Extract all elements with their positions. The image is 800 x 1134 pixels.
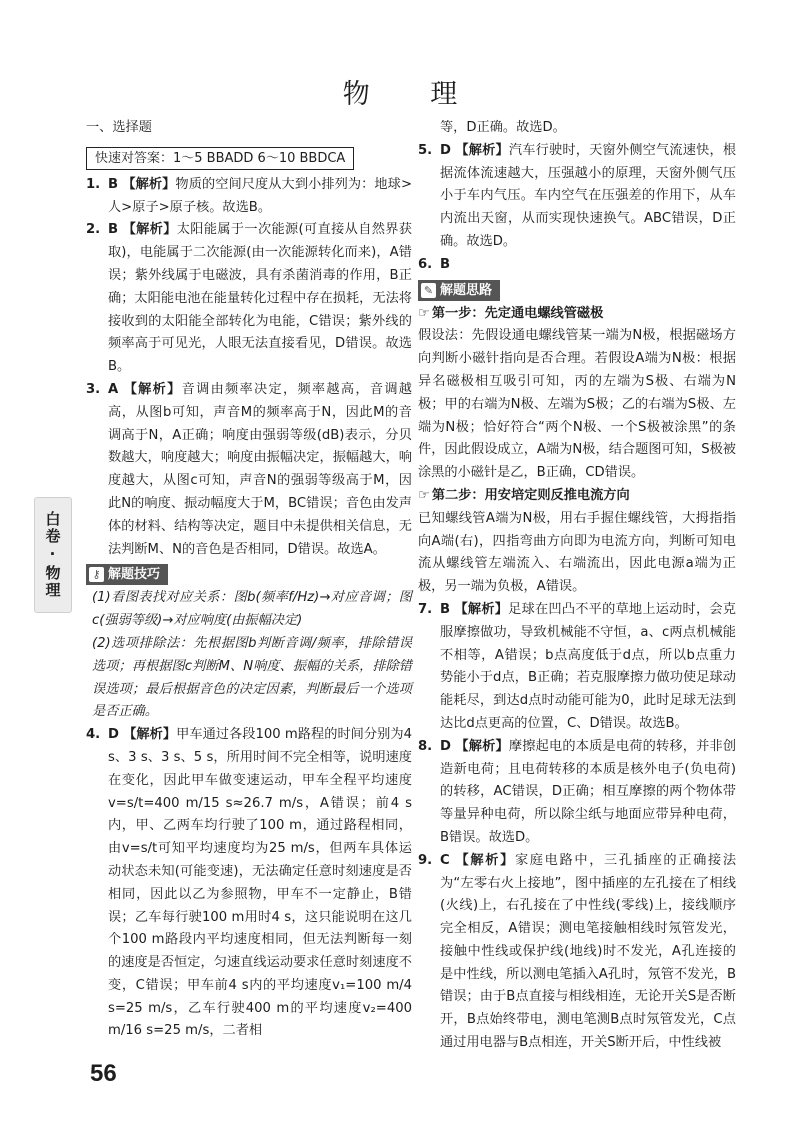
tips-badge-label: 解题技巧 [108,567,161,583]
answer-letter: B [108,222,119,238]
answer-letter: B [440,601,451,617]
answer-item-4 [86,724,412,1043]
step-2-heading [418,485,736,508]
analysis-text: 汽车行驶时，天窗外侧空气流速快，根据流体流速越大，压强越小的原理，天窗外侧气压小于车内气压。车内空气在压强差的作用下，从车内流出天窗，从而实现快速换气。ABC错误，D正确。故选D。 [440,142,737,249]
answer-letter: C [440,852,450,868]
answer-item-2 [86,219,412,379]
quick-answer-box: 快速对答案：1～5 BBADD 6～10 BBDCA [86,147,354,170]
analysis-text: 摩擦起电的本质是电荷的转移，并非创造新电荷；且电荷转移的本质是核外电子(负电荷)的转移，AC错误，D正确；相互摩擦的两个物体带等量异种电荷，所以除尘纸与地面应带异种电荷，B错误。故选D。 [440,738,737,845]
step-1-heading-text: 第一步：先定通电螺线管磁极 [431,305,604,321]
item-number: 8. [418,738,433,754]
analysis-tag: 【解析】 [122,222,177,238]
answer-letter: A [108,381,119,397]
left-column [86,117,412,1043]
answer-item-8 [418,736,736,850]
item-number: 3. [86,381,101,397]
thinking-badge [418,280,500,301]
step-2-heading-text: 第二步：用安培定则反推电流方向 [431,487,630,503]
thinking-badge-label: 解题思路 [440,282,493,298]
analysis-tag: 【解析】 [122,176,176,192]
analysis-text: 甲车通过各段100 m路程的时间分别为4 s、3 s、3 s、5 s，所用时间不完全相等，说明速度在变化，因此甲车做变速运动，甲车全程平均速度v=s/t=400 m/15 s≈26.7 m/s，A错误；前4 s内，甲、乙两车均行驶了100 m，通过路程相同，由v=s/t可知平均速度均为25 m/s，但两车具体运动状态未知(可能变速)，无法确定任意时刻速度是否相同，因此以乙为参照物，甲车不一定静止，B错误；乙车每行驶100 m用时4 s，这只能说明在这几个100 m路段内平均速度相同，但无法判断每一刻的速度是否恒定，匀速直线运动要求任意时刻速度不变，C错误；甲车前4 s内的平均速度v₁=100 m/4 s=25 m/s，乙车行驶400 m的平均速度v₂=400 m/16 s=25 m/s，二者相 [108,727,412,1039]
item-4-continuation: 等，D正确。故选D。 [440,120,566,135]
item-number: 4. [86,727,101,743]
analysis-tag: 【解析】 [455,738,509,754]
section-heading: 一、选择题 [86,120,152,135]
item-number: 1. [86,176,101,192]
pointing-hand-icon: ☞ [418,305,430,321]
answer-item-7 [418,599,736,736]
item-number: 2. [86,222,101,238]
tips-badge [86,564,168,585]
analysis-tag: 【解析】 [123,381,182,397]
item-number: 5. [418,142,433,158]
answer-item-5 [418,140,736,254]
answer-item-6 [418,254,736,277]
side-tab: 白卷·物理 [34,497,72,613]
answer-letter: D [108,727,119,743]
analysis-tag: 【解析】 [454,601,509,617]
analysis-text: 音调由频率决定，频率越高，音调越高，从图b可知，声音M的频率高于N，因此M的音调高于N，A正确；响度由强弱等级(dB)表示，分贝数越大，响度越大；响度由振幅决定，振幅越大，响度越大，从图c可知，声音N的强弱等级高于M，因此N的响度、振动幅度大于M，BC错误；音色由发声体的材料、结构等决定，题目中未提供相关信息，无法判断M、N的音色是否相同，D错误。故选A。 [108,381,412,557]
answer-letter: D [440,738,451,754]
answer-letter: B [108,176,119,192]
step-1-heading [418,303,736,326]
analysis-tag: 【解析】 [123,727,177,743]
right-column [418,117,736,1055]
answer-item-9 [418,850,736,1055]
page-number: 56 [90,1060,117,1087]
answer-letter: D [440,142,451,158]
item-number: 6. [418,256,433,272]
step-1-text: 假设法：先假设通电螺线管某一端为N极，根据磁场方向判断小磁针指向是否合理。若假设A端为N极：根据异名磁极相互吸引可知，丙的左端为S极、右端为N极；甲的右端为N极、左端为S极；乙的右端为S极、左端为N极；恰好符合“两个N极、一个S极被涂黑”的条件，因此假设成立，A端为N极，结合题图可知，S极被涂黑的小磁针是乙，B正确，CD错误。 [418,328,736,481]
step-2-text: 已知螺线管A端为N极，用右手握住螺线管，大拇指指向A端(右)，四指弯曲方向即为电流方向，判断可知电流从螺线管左端流入、右端流出，因此电源a端为正极，另一端为负极，A错误。 [418,510,736,595]
analysis-text: 家庭电路中，三孔插座的正确接法为“左零右火上接地”，图中插座的左孔接在了相线(火线)上，右孔接在了中性线(零线)上，接线顺序完全相反，A错误；测电笔接触相线时氖管发光，接触中性线或保护线(地线)时不发光，A孔连接的是中性线，所以测电笔插入A孔时，氖管不发光，B错误；由于B点直接与相线相连，无论开关S是否断开，B点始终带电，测电笔测B点时氖管发光，C点通过用电器与B点相连，开关S断开后，中性线被 [440,852,737,1051]
pencil-icon: ✎ [421,283,436,298]
analysis-tag: 【解析】 [455,142,509,158]
analysis-tag: 【解析】 [455,852,515,868]
analysis-text: 足球在凹凸不平的草地上运动时，会克服摩擦做功，导致机械能不守恒，a、c两点机械能不相等，A错误；b点高度低于d点，所以b点重力势能小于d点，B正确；若克服摩擦力做功使足球动能耗尽，到达d点时动能可能为0，此时足球无法到达比d点更高的位置，C、D错误。故选B。 [440,601,736,731]
answer-item-1 [86,174,412,220]
tip-1: (1)看图表找对应关系：图b(频率f/Hz)→对应音调；图c(强弱等级)→对应响度(由振幅决定) [92,590,412,629]
answer-letter: B [440,256,451,272]
answer-item-3 [86,379,412,561]
key-icon: ⚷ [89,567,104,582]
item-number: 9. [418,852,433,868]
page-title: 物 理 [342,79,484,110]
analysis-text: 物质的空间尺度从大到小排列为：地球>人>原子>原子核。故选B。 [108,176,412,215]
pointing-hand-icon: ☞ [418,487,430,503]
tip-2: (2)选项排除法：先根据图b判断音调/频率，排除错误选项；再根据图c判断M、N响度、振幅的关系，排除错误选项；最后根据音色的决定因素，判断最后一个选项是否正确。 [92,635,412,720]
analysis-text: 太阳能属于一次能源(可直接从自然界获取)，电能属于二次能源(由一次能源转化而来)，A错误；紫外线属于电磁波，具有杀菌消毒的作用，B正确；太阳能电池在能量转化过程中存在损耗，无法将接收到的太阳能全部转化为电能，C错误；紫外线的频率高于可见光，人眼无法直接看见，D错误。故选B。 [108,222,412,375]
item-number: 7. [418,601,433,617]
